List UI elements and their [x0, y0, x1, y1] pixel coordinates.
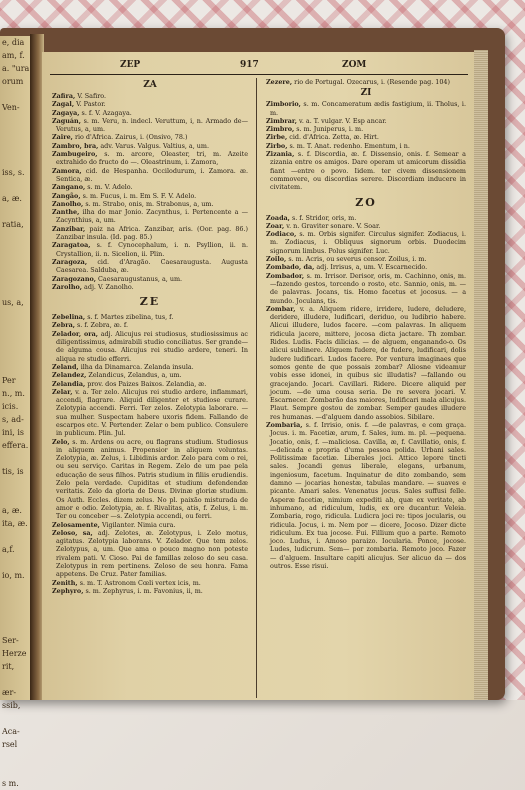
entry-definition: s. m. Fucus, i. m. Em S. F. V. Adelo. — [82, 191, 197, 200]
dictionary-entry — [52, 313, 248, 321]
entry-headword: Zoada, — [266, 213, 290, 222]
entry-definition: V. Safiro. — [77, 92, 107, 100]
entry-headword: Zimbro, — [266, 125, 295, 134]
dictionary-entry — [266, 133, 466, 141]
left-margin-line — [0, 127, 34, 140]
left-margin-line — [0, 205, 34, 218]
entry-definition: v. n. Graviter sonare. V. Soar. — [286, 221, 381, 230]
entry-definition: s. m. V. Adelo. — [87, 183, 133, 192]
entry-headword: Zangão, — [52, 191, 81, 200]
left-margin-line: Herze — [2, 649, 27, 658]
dictionary-entry — [52, 183, 248, 191]
entry-headword: Zaragozano, — [52, 274, 96, 283]
left-margin-line: Ser- — [2, 636, 19, 645]
entry-headword: Zodiaco, — [266, 230, 297, 239]
dictionary-entry — [52, 117, 248, 134]
entry-definition: s. f. Discordia, æ. f. Dissensio, onis. f. Semear a zizania entre os amigos. Dare operam ut amicorum dissidia fiant —entre o povo. Iidem. ter civem dissensionem commovere, ou discordias serere. Discordiam inducere in civitatem. — [270, 150, 466, 192]
entry-definition: v. a. Aliquem ridere, irridere, ludere, deludere, deridere, illudere, ludificari, deriduo, ou ludibrio habere. Alicui illudere, ludos facere. —com palavras. In aliquem ridicula jacere, mittere, jocosa dicta jactare. Th zombar. Rides. Ludis. Facis dilicias. — de alguem, enganando-o. Os alicui sublinere. Aliquem fudere, de fudere, ludificari, dolis ludere ludificari. Ludos facere. Por ventura imaginaes que somos gente de que possais zombar? Aliosne videamur vobis esse idonei, in quibus sic illudatis? —fallando ou gracejando. Jocari. Cavillari. Ridere. Dicere aliquid per jocum. —de uma cousa seria. De re severa jocari. V. Escarnecer. Zombarão das maiores, ludificari mala alicujus. Plaut. Sempre gostou de zombar. Semper gaudes illudere res humanas. —d'alguem dando assobios. Sibilare. — [270, 304, 466, 421]
dictionary-entry — [52, 521, 248, 529]
left-margin-line: icis. — [2, 402, 19, 411]
left-margin-line: s m. — [2, 779, 19, 788]
entry-headword: Zebelina, — [52, 313, 86, 322]
entry-headword: Zamora, — [52, 166, 82, 175]
dictionary-entry — [52, 225, 248, 242]
left-margin-line: a. "ura — [2, 64, 30, 73]
dictionary-entry — [52, 275, 248, 283]
dictionary-entry — [266, 230, 466, 255]
dictionary-entry — [52, 529, 248, 579]
left-margin-line — [0, 270, 34, 283]
left-margin-line — [0, 257, 34, 270]
entry-headword: Zaragoza, — [52, 257, 88, 266]
dictionary-entry — [266, 78, 466, 86]
dictionary-entry — [52, 142, 248, 150]
dictionary-entry — [52, 208, 248, 225]
dictionary-entry — [266, 150, 466, 191]
entry-definition: s. f. V. Azagaya. — [81, 108, 132, 117]
column-divider — [256, 78, 257, 698]
entry-headword: Zenith, — [52, 578, 78, 587]
page-number: 917 — [240, 60, 259, 70]
left-margin-line — [0, 452, 34, 465]
entry-headword: Zarolho, — [52, 282, 82, 291]
left-margin-line — [0, 595, 34, 608]
left-margin-line — [0, 491, 34, 504]
entry-headword: Zizania, — [266, 150, 295, 159]
dictionary-entry — [266, 263, 466, 271]
section-heading: ZE — [139, 295, 161, 309]
left-margin-line — [0, 478, 34, 491]
entry-headword: Zombador, — [266, 271, 305, 280]
entry-headword: Zephyro, — [52, 586, 84, 595]
entry-definition: s. m. Acris, ou severus censor. Zoilus, i. m. — [288, 255, 427, 264]
entry-headword: Zelador, ora, — [52, 329, 99, 338]
left-margin-line — [0, 582, 34, 595]
entry-definition: adj. Irrisus, a, um. V. Escarnecido. — [316, 263, 428, 272]
entry-headword: Zanolho, — [52, 199, 84, 208]
dictionary-entry — [52, 371, 248, 379]
page-header — [42, 60, 474, 74]
dictionary-entry — [266, 125, 466, 133]
left-margin-line: Aca- — [2, 727, 20, 736]
left-margin-line — [0, 283, 34, 296]
entry-definition: s. m. Juniperus, i. m. — [296, 125, 364, 134]
dictionary-entry — [52, 200, 248, 208]
entry-definition: Caesaraugustanus, a, um. — [98, 274, 183, 283]
entry-headword: Zaragatoa, — [52, 241, 91, 250]
entry-headword: Zagal, — [52, 100, 75, 109]
entry-headword: Zagaya, — [52, 108, 80, 117]
entry-definition: adj. Alicujus rei studiosus, studiosissimus ac diligentissimus, admirabili studio conciliatus. Ser grande— de alguma cousa. Alicujus rei studio ardere, teneri. In aliqua re studio efferri. — [56, 329, 248, 363]
entry-definition: s. m. T. Anat. redenho. Ementum, i n. — [289, 141, 410, 150]
entry-definition: rio de Portugal. Ozecarus, i. (Resende pag. 104) — [294, 78, 450, 86]
dictionary-entry — [266, 142, 466, 150]
dictionary-entry — [266, 222, 466, 230]
left-margin-line — [0, 764, 34, 777]
entry-headword: Zimbrar, — [266, 116, 297, 125]
entry-definition: v. a. T. vulgar. V. Esp ancar. — [299, 116, 387, 125]
dictionary-entry — [52, 363, 248, 371]
left-margin-line — [0, 140, 34, 153]
dictionary-entry — [52, 167, 248, 184]
left-margin-line: us, a, — [2, 298, 24, 307]
entry-definition: s. m. Orbis signifer. Circulus signifer. Zodiacus, i. m. Zodiacus, i. Obliquus signorum orbis. Duodecim signorum limbus. Polus signifer. Luc. — [270, 230, 466, 255]
dictionary-entry — [52, 241, 248, 258]
dictionary-entry — [52, 438, 248, 521]
entry-headword: Zelo, — [52, 437, 70, 446]
left-margin-line: ær- — [2, 688, 17, 697]
dictionary-entry — [52, 380, 248, 388]
dictionary-entry — [266, 100, 466, 117]
left-margin-line: a, æ. — [2, 194, 22, 203]
left-margin-line — [0, 153, 34, 166]
left-margin-line: iss, s. — [2, 168, 25, 177]
dictionary-entry — [266, 255, 466, 263]
dictionary-entry — [266, 305, 466, 421]
entry-headword: Zirbo, — [266, 141, 288, 150]
left-margin-line: ratia, — [2, 220, 24, 229]
left-margin-line: effera. — [2, 441, 29, 450]
entry-definition: s. m. Strabo, onis, m. Strabonus, a, um. — [85, 199, 214, 208]
entry-definition: s. f. Irrisio, onis. f. —de palavras, e com graça. Jocus. i. m. Facetiæ, arum, f. Sales, ium. m. pl. —pequena. Jocatio, onis, f. —maliciosa. Cavilla, æ, f. Cavillatio, onis, f. —delicada e propria d'uma pessoa polida. Urbani sales. Politissimæ facetiæ. Liberales joci. Attico lepore tincti sales. Jocandi genus liberale, elegans, urbanum, ingeniosum, facetum. Inquinatur de dito zombando, sem damno — jocarias honestæ, tabulas mandare. — suaves e picante. Amari sales. Venenatus jocus. Sales suffusi felle. Asperæ facetiæ, nimium expediti ab, quæ ex veritate, ab inhumano, ad ridiculum, ludis, ex ore ducantur. Veleia. Zombaria, rogo, ridicula. Ludicra joci re: tipos jocularis, ou ridicula. Jocus, i. m. Nem por — dicere, Jocoso. Dizer dicte ridiculum. Ex tua jocose. Fui. Fillium quo a parte. Remoto joco. Ludus, i. Amoso paraizo. Iocularia. Ponce, jocose. Ludes, ludicrum. Sem— por zombaria. Remoto joco. Fazer — d'alguem. Insultare capiti alicujus. Ser alicuo da — dos outros. Esse risui. — [270, 420, 466, 571]
left-column — [52, 78, 248, 698]
left-margin-line — [0, 88, 34, 101]
entry-definition: cid. d'Aragão. Caesaraugusta. Augusta Caesarea. Salduba, æ. — [56, 257, 248, 275]
dictionary-entry — [52, 109, 248, 117]
left-margin-line: Ven- — [2, 103, 20, 112]
entry-definition: adj. V. Zanolho. — [84, 282, 134, 291]
dictionary-entry — [52, 192, 248, 200]
entry-headword: Zanthe, — [52, 208, 80, 217]
left-margin-line: rit, — [2, 662, 15, 671]
header-rule — [50, 74, 468, 75]
entry-headword: Zelandia, — [52, 379, 86, 388]
entry-headword: Zaire, — [52, 133, 73, 142]
left-margin-line — [0, 361, 34, 374]
entry-definition: rio d'Africa. Zairus, i. (Onsivo, 78.) — [74, 133, 188, 142]
entry-headword: Zombaria, — [266, 420, 303, 429]
left-margin-line — [0, 231, 34, 244]
header-left-word: ZEP — [120, 60, 141, 70]
entry-definition: s. f. Zebra, æ. f. — [76, 321, 129, 330]
left-margin-line — [0, 322, 34, 335]
entry-headword: Zambro, bra, — [52, 141, 99, 150]
entry-headword: Zelosamente, — [52, 520, 100, 529]
dictionary-entry — [266, 214, 466, 222]
left-margin-line: rsel — [2, 740, 18, 749]
entry-headword: Zombado, da, — [266, 263, 315, 272]
entry-definition: s. f. Cynocephalum, i. n. Psyllion, ii. n. Crystallion, ii. n. Sicelion, ii. Plin. — [56, 241, 248, 258]
entry-definition: s. m. Veru, n. indecl. Veruttum, i, n. Armado de— Verutus, a, um. — [56, 116, 248, 134]
entry-definition: adj. Zelotes, æ. Zelotypus, i. Zelo motus, agitatus. Zelotypia laborans. V. Zelador. Que tem zelos. Zelotypus, a, um. Que ama o pouco magno non poteste rivalem pati. V. Cioso. Pai de famillas zeloso do seu casa. Zelotypus in rem pertinens. Zeloso de seu honra. Fama appetens. De Cruz. Pater familias. — [56, 528, 248, 579]
left-margin-line: s, ad- — [2, 415, 24, 424]
entry-headword: Zafira, — [52, 92, 76, 100]
entry-definition: adv. Varus. Valgus. Valtius, a, um. — [100, 141, 210, 150]
entry-headword: Zezere, — [266, 78, 293, 86]
left-margin-line — [0, 114, 34, 127]
left-margin-line — [0, 556, 34, 569]
left-margin-line: orum — [2, 77, 24, 86]
left-margin-line — [0, 673, 34, 686]
left-margin-line: ssib, — [2, 701, 21, 710]
entry-definition: s. m. Irrisor. Derisor, oris, m. Cachinno, onis, m. —fazendo gestos, torcendo o rosto, etc. Sannio, onis, m. — de palavras. Jocans, tis. Homo facetus et jocosus. — a mundo. Joculans, tis. — [270, 271, 466, 305]
page-edges — [474, 50, 488, 700]
entry-headword: Zimborio, — [266, 100, 301, 109]
entry-headword: Zoilo, — [266, 255, 287, 264]
left-margin-line: Per — [2, 376, 16, 385]
entry-definition: s. m. arcore, Oleaster, tri, m. Azeite extrahido do fructo do —. Oleastrinum, i. Zamora, — [56, 150, 248, 167]
dictionary-entry — [52, 100, 248, 108]
entry-headword: Zoar, — [266, 221, 285, 230]
dictionary-entry — [52, 330, 248, 363]
dictionary-entry — [52, 92, 248, 100]
entry-definition: s. f. Martes zibelina, tus, f. — [87, 313, 174, 322]
dictionary-entry — [52, 258, 248, 275]
entry-definition: V. Pastor. — [76, 100, 106, 109]
entry-headword: Zeland, — [52, 362, 79, 371]
entry-headword: Zeloso, sa, — [52, 528, 93, 537]
left-margin-line — [0, 309, 34, 322]
entry-definition: s. m. Zephyrus, i. m. Favonius, ii, m. — [85, 586, 203, 595]
left-margin-line — [0, 621, 34, 634]
left-margin-line: ini, is — [2, 428, 25, 437]
dictionary-entry — [52, 388, 248, 438]
entry-definition: prov. dos Paizes Baixos. Zelandia, æ. — [87, 379, 207, 388]
left-margin-line — [0, 712, 34, 725]
entry-definition: s. m. Concameratum ædis fastigium, ii. Tholus, i. m. — [270, 100, 466, 117]
right-column — [266, 78, 466, 698]
left-margin-line: a,f. — [2, 545, 15, 554]
left-margin-line — [0, 179, 34, 192]
dictionary-entry — [52, 150, 248, 167]
entry-headword: Zangano, — [52, 183, 86, 192]
dictionary-entry — [52, 283, 248, 291]
entry-definition: cid. de Hespanha. Occilodurum, i. Zamora. æ. Sentica, æ. — [56, 166, 248, 183]
entry-headword: Zombar, — [266, 304, 296, 313]
entry-definition: Vigilanter. Nimia cura. — [101, 520, 176, 529]
dictionary-entry — [52, 321, 248, 329]
entry-headword: Zelar, — [52, 387, 73, 396]
entry-definition: ilha da Dinamarca. Zelanda insula. — [80, 362, 194, 371]
dictionary-page — [42, 52, 474, 700]
entry-definition: ilha do mar Jonio. Zacynthus, i. Pertencente a — Zacynthius, a, um. — [56, 208, 248, 225]
section-heading: ZI — [360, 88, 372, 99]
entry-definition: v. a. Ter zelo. Alicujus rei studio ardere, inflammari, accendi, flagrare. Aliquid diligenter et studiose curare. Zelotypia accendi. Ferri. Ter zelos. Zelotypia laborare. —sua mulher. Suspectam habere uxoris fidem. Fallando de escarpos etc. V. Pertender. Zelar o bem publico. Consulere in publicum. Plin. Jul. — [56, 387, 248, 438]
entry-headword: Zirbe, — [266, 133, 288, 142]
entry-definition: s. f. Stridor, oris, m. — [291, 213, 357, 222]
dictionary-entry — [52, 587, 248, 595]
left-margin-line: ita, æ. — [2, 519, 28, 528]
entry-headword: Zaguán, — [52, 116, 81, 125]
left-margin-line: io, m. — [2, 571, 25, 580]
left-margin-line — [0, 348, 34, 361]
left-margin-line — [0, 751, 34, 764]
left-margin-line — [0, 335, 34, 348]
section-heading: ZA — [143, 80, 157, 90]
left-margin-line: e, dia — [2, 38, 25, 47]
dictionary-entry — [266, 421, 466, 570]
left-margin-line: n., m. — [2, 389, 25, 398]
dictionary-entry — [52, 133, 248, 141]
left-margin-line: am, f. — [2, 51, 25, 60]
header-right-word: ZOM — [342, 60, 367, 70]
dictionary-entry — [266, 272, 466, 305]
dictionary-entry — [266, 117, 466, 125]
entry-definition: s. m. T. Astronom Cœli vertex icis, m. — [79, 578, 201, 587]
left-margin-line: a, æ. — [2, 506, 22, 515]
left-margin-line — [0, 608, 34, 621]
entry-definition: s. m. Ardens ou acre, ou flagrans studium. Studiosus in aliquem animus. Propensior in aliquem voluntas. Zelotypia, æ. Zelus, i. Libidinis ardor. Zelo para com o rei, ou seu serviço. Caritas in Regem. Zelo de um pae pela educação de seus filhos. Patris studium in filiis erudiendis. Zelo pela verdade. Cupiditas et studium defendendæ veritatis. Zelo da gloria de Deus. Divinæ gloriæ studium. Os Auth. Eccles. dizem zelus. No pl. paixão misturada de amor e odio. Zelotypia, æ. f. Rivalitas, atis, f. Zelus, i. m. Ter ou conceber —s. Zelotypia accendi, ou ferri. — [56, 437, 248, 521]
entry-definition: Zelandicus, Zelandus, a, um. — [88, 371, 182, 380]
entry-headword: Zambugeiro, — [52, 150, 98, 159]
section-heading: ZO — [355, 195, 377, 209]
left-margin-line — [0, 244, 34, 257]
left-margin-line — [0, 530, 34, 543]
entry-headword: Zebra, — [52, 321, 75, 330]
entry-headword: Zelandez, — [52, 371, 87, 380]
dictionary-entry — [52, 579, 248, 587]
entry-headword: Zanzibar, — [52, 224, 86, 233]
entry-definition: cid. d'Africa. Zetta, æ. Hirt. — [289, 133, 379, 142]
entry-definition: paiz na Africa. Zanzibar, aris. (Oor. pag. 86.) Zanzibar insula. (Id. pag. 85.) — [56, 224, 248, 242]
left-margin-line: tis, is — [2, 467, 24, 476]
left-page-fragment — [0, 36, 34, 788]
